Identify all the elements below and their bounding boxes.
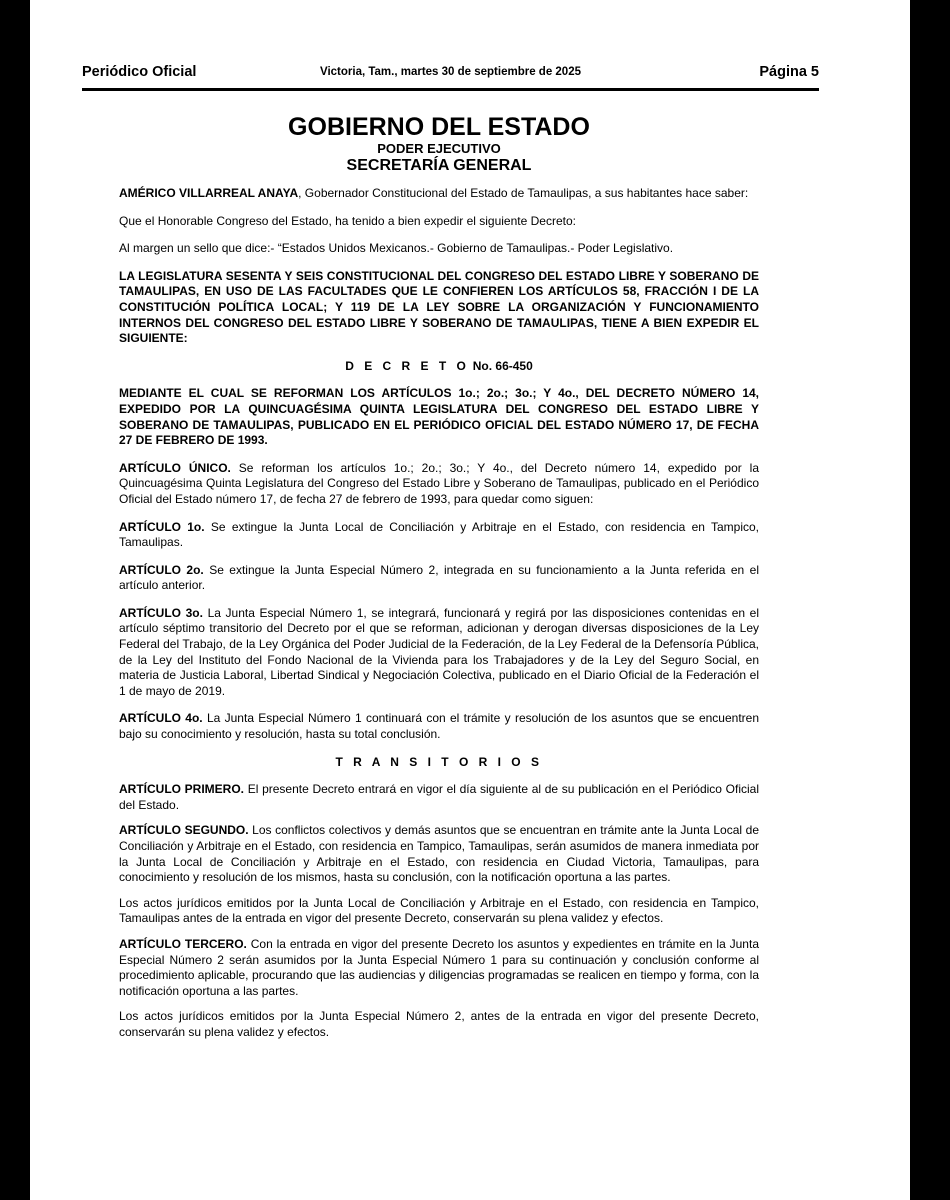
transitorio-tercero-extra: Los actos jurídicos emitidos por la Junta Especial Número 2, antes de la entrada en vigor del presente Decreto, conservarán su plena validez y efectos. — [119, 1009, 759, 1039]
governor-name: AMÉRICO VILLARREAL ANAYA — [119, 186, 299, 200]
decree-label: D E C R E T O — [345, 358, 470, 373]
transitorio-segundo-extra: Los actos jurídicos emitidos por la Junta Local de Conciliación y Arbitraje en el Estado, con residencia en Tampico, Tamaulipas antes de la entrada en vigor del presente Decreto, conservarán su plena validez y efectos. — [119, 895, 759, 926]
transitorios-heading: T R A N S I T O R I O S — [335, 754, 543, 769]
article-text: Se extingue la Junta Especial Número 2, integrada en su funcionamiento a la Junta referida en el artículo anterior. — [119, 562, 760, 593]
transitorio-label: ARTÍCULO PRIMERO. — [119, 782, 245, 797]
decree-number: No. 66-450 — [472, 358, 533, 373]
decree-summary: MEDIANTE EL CUAL SE REFORMAN LOS ARTÍCULOS 1o.; 2o.; 3o.; Y 4o., DEL DECRETO NÚMERO 14, EXPEDIDO POR LA QUINCUAGÉSIMA QUINTA LEGISLATURA DEL CONGRESO DEL ESTADO LIBRE Y SOBERANO DE TAMAULIPAS, PUBLICADO EN EL PERIÓDICO OFICIAL DEL ESTADO NÚMERO 17, DE FECHA 27 DE FEBRERO DE 1993. — [119, 386, 759, 448]
article-label: ARTÍCULO 3o. — [119, 605, 203, 620]
article-1 — [119, 520, 759, 551]
document-body — [119, 112, 759, 1051]
decree-heading — [119, 359, 759, 375]
article-unico — [119, 461, 759, 508]
transitorio-text: Los conflictos colectivos y demás asuntos que se encuentran en trámite ante la Junta Local de Conciliación y Arbitraje en el Estado, con residencia en Tampico, Tamaulipas, serán asumidos de manera inmediata por la Junta Local de Conciliación y Arbitraje en el Estado, con residencia en Ciudad Victoria, Tamaulipas, para conocimiento y resolución de los mismos, hasta su conclusión, con la notificación oportuna a las partes. — [119, 823, 759, 885]
transitorio-label: ARTÍCULO TERCERO. — [119, 936, 247, 951]
congress-paragraph: Que el Honorable Congreso del Estado, ha tenido a bien expedir el siguiente Decreto: — [119, 213, 576, 228]
article-4 — [119, 711, 759, 742]
article-2 — [119, 563, 759, 594]
governor-text: , Gobernador Constitucional del Estado de Tamaulipas, a sus habitantes hace saber: — [298, 186, 749, 200]
document-subtitle-secretaria: SECRETARÍA GENERAL — [346, 157, 532, 174]
article-text: Se reforman los artículos 1o.; 2o.; 3o.; Y 4o., del Decreto número 14, expedido por la Quincuagésima Quinta Legislatura del Congreso del Estado Libre y Soberano de Tamaulipas, publicado en el Periódico Oficial del Estado número 17, de fecha 27 de febrero de 1993, para quedar como siguen: — [119, 460, 760, 506]
governor-paragraph — [119, 186, 759, 202]
legislature-paragraph: LA LEGISLATURA SESENTA Y SEIS CONSTITUCIONAL DEL CONGRESO DEL ESTADO LIBRE Y SOBERANO DE TAMAULIPAS, EN USO DE LAS FACULTADES QUE LE CONFIEREN LOS ARTÍCULOS 58, FRACCIÓN I DE LA CONSTITUCIÓN POLÍTICA LOCAL; Y 119 DE LA LEY SOBRE LA ORGANIZACIÓN Y FUNCIONAMIENTO INTERNOS DEL CONGRESO DEL ESTADO LIBRE Y SOBERANO DE TAMAULIPAS, TIENE A BIEN EXPEDIR EL SIGUIENTE: — [119, 268, 759, 346]
transitorio-primero — [119, 782, 759, 813]
publication-name: Periódico Oficial — [82, 64, 197, 80]
header-rule — [82, 88, 819, 91]
article-label: ARTÍCULO 2o. — [119, 562, 204, 577]
article-label: ARTÍCULO 1o. — [119, 519, 205, 534]
page-number: Página 5 — [759, 64, 819, 80]
article-text: Se extingue la Junta Local de Conciliación y Arbitraje en el Estado, con residencia en Tampico, Tamaulipas. — [119, 519, 759, 550]
page-header — [82, 64, 819, 84]
transitorio-text: El presente Decreto entrará en vigor el día siguiente al de su publicación en el Periódico Oficial del Estado. — [119, 782, 759, 812]
transitorio-tercero — [119, 937, 759, 999]
article-text: La Junta Especial Número 1 continuará con el trámite y resolución de los asuntos que se encuentren bajo su conocimiento y resolución, hasta su total conclusión. — [119, 711, 759, 742]
article-3 — [119, 606, 759, 700]
seal-paragraph: Al margen un sello que dice:- “Estados Unidos Mexicanos.- Gobierno de Tamaulipas.- Poder Legislativo. — [119, 241, 674, 256]
transitorio-text: Con la entrada en vigor del presente Decreto los asuntos y expedientes en trámite en la Junta Especial Número 2 serán asumidos por la Junta Especial Número 1 para su continuación y conclusión conforme al procedimiento aplicable, procurando que las audiencias y diligencias programadas se realicen en tiempo y forma, con la notificación oportuna a las partes. — [119, 936, 759, 998]
publication-date: Victoria, Tam., martes 30 de septiembre de 2025 — [319, 66, 581, 78]
document-subtitle: PODER EJECUTIVO — [377, 141, 501, 156]
transitorio-label: ARTÍCULO SEGUNDO. — [119, 823, 249, 838]
article-text: La Junta Especial Número 1, se integrará, funcionará y regirá por las disposiciones contenidas en el artículo séptimo transitorio del Decreto por el que se reforman, adicionan y derogan diversas disposiciones de la Ley Federal del Trabajo, de la Ley Orgánica del Poder Judicial de la Federación, de la Ley Federal de la Defensoría Pública, de la Ley del Instituto del Fondo Nacional de la Vivienda para los Trabajadores y de la Ley del Seguro Social, en materia de Justicia Laboral, Libertad Sindical y Negociación Colectiva, publicado en el Diario Oficial de la Federación el 1 de mayo de 2019. — [119, 605, 759, 698]
article-label: ARTÍCULO ÚNICO. — [119, 460, 231, 475]
transitorio-segundo — [119, 823, 759, 885]
document-title: GOBIERNO DEL ESTADO — [288, 113, 590, 141]
article-label: ARTÍCULO 4o. — [119, 711, 203, 726]
